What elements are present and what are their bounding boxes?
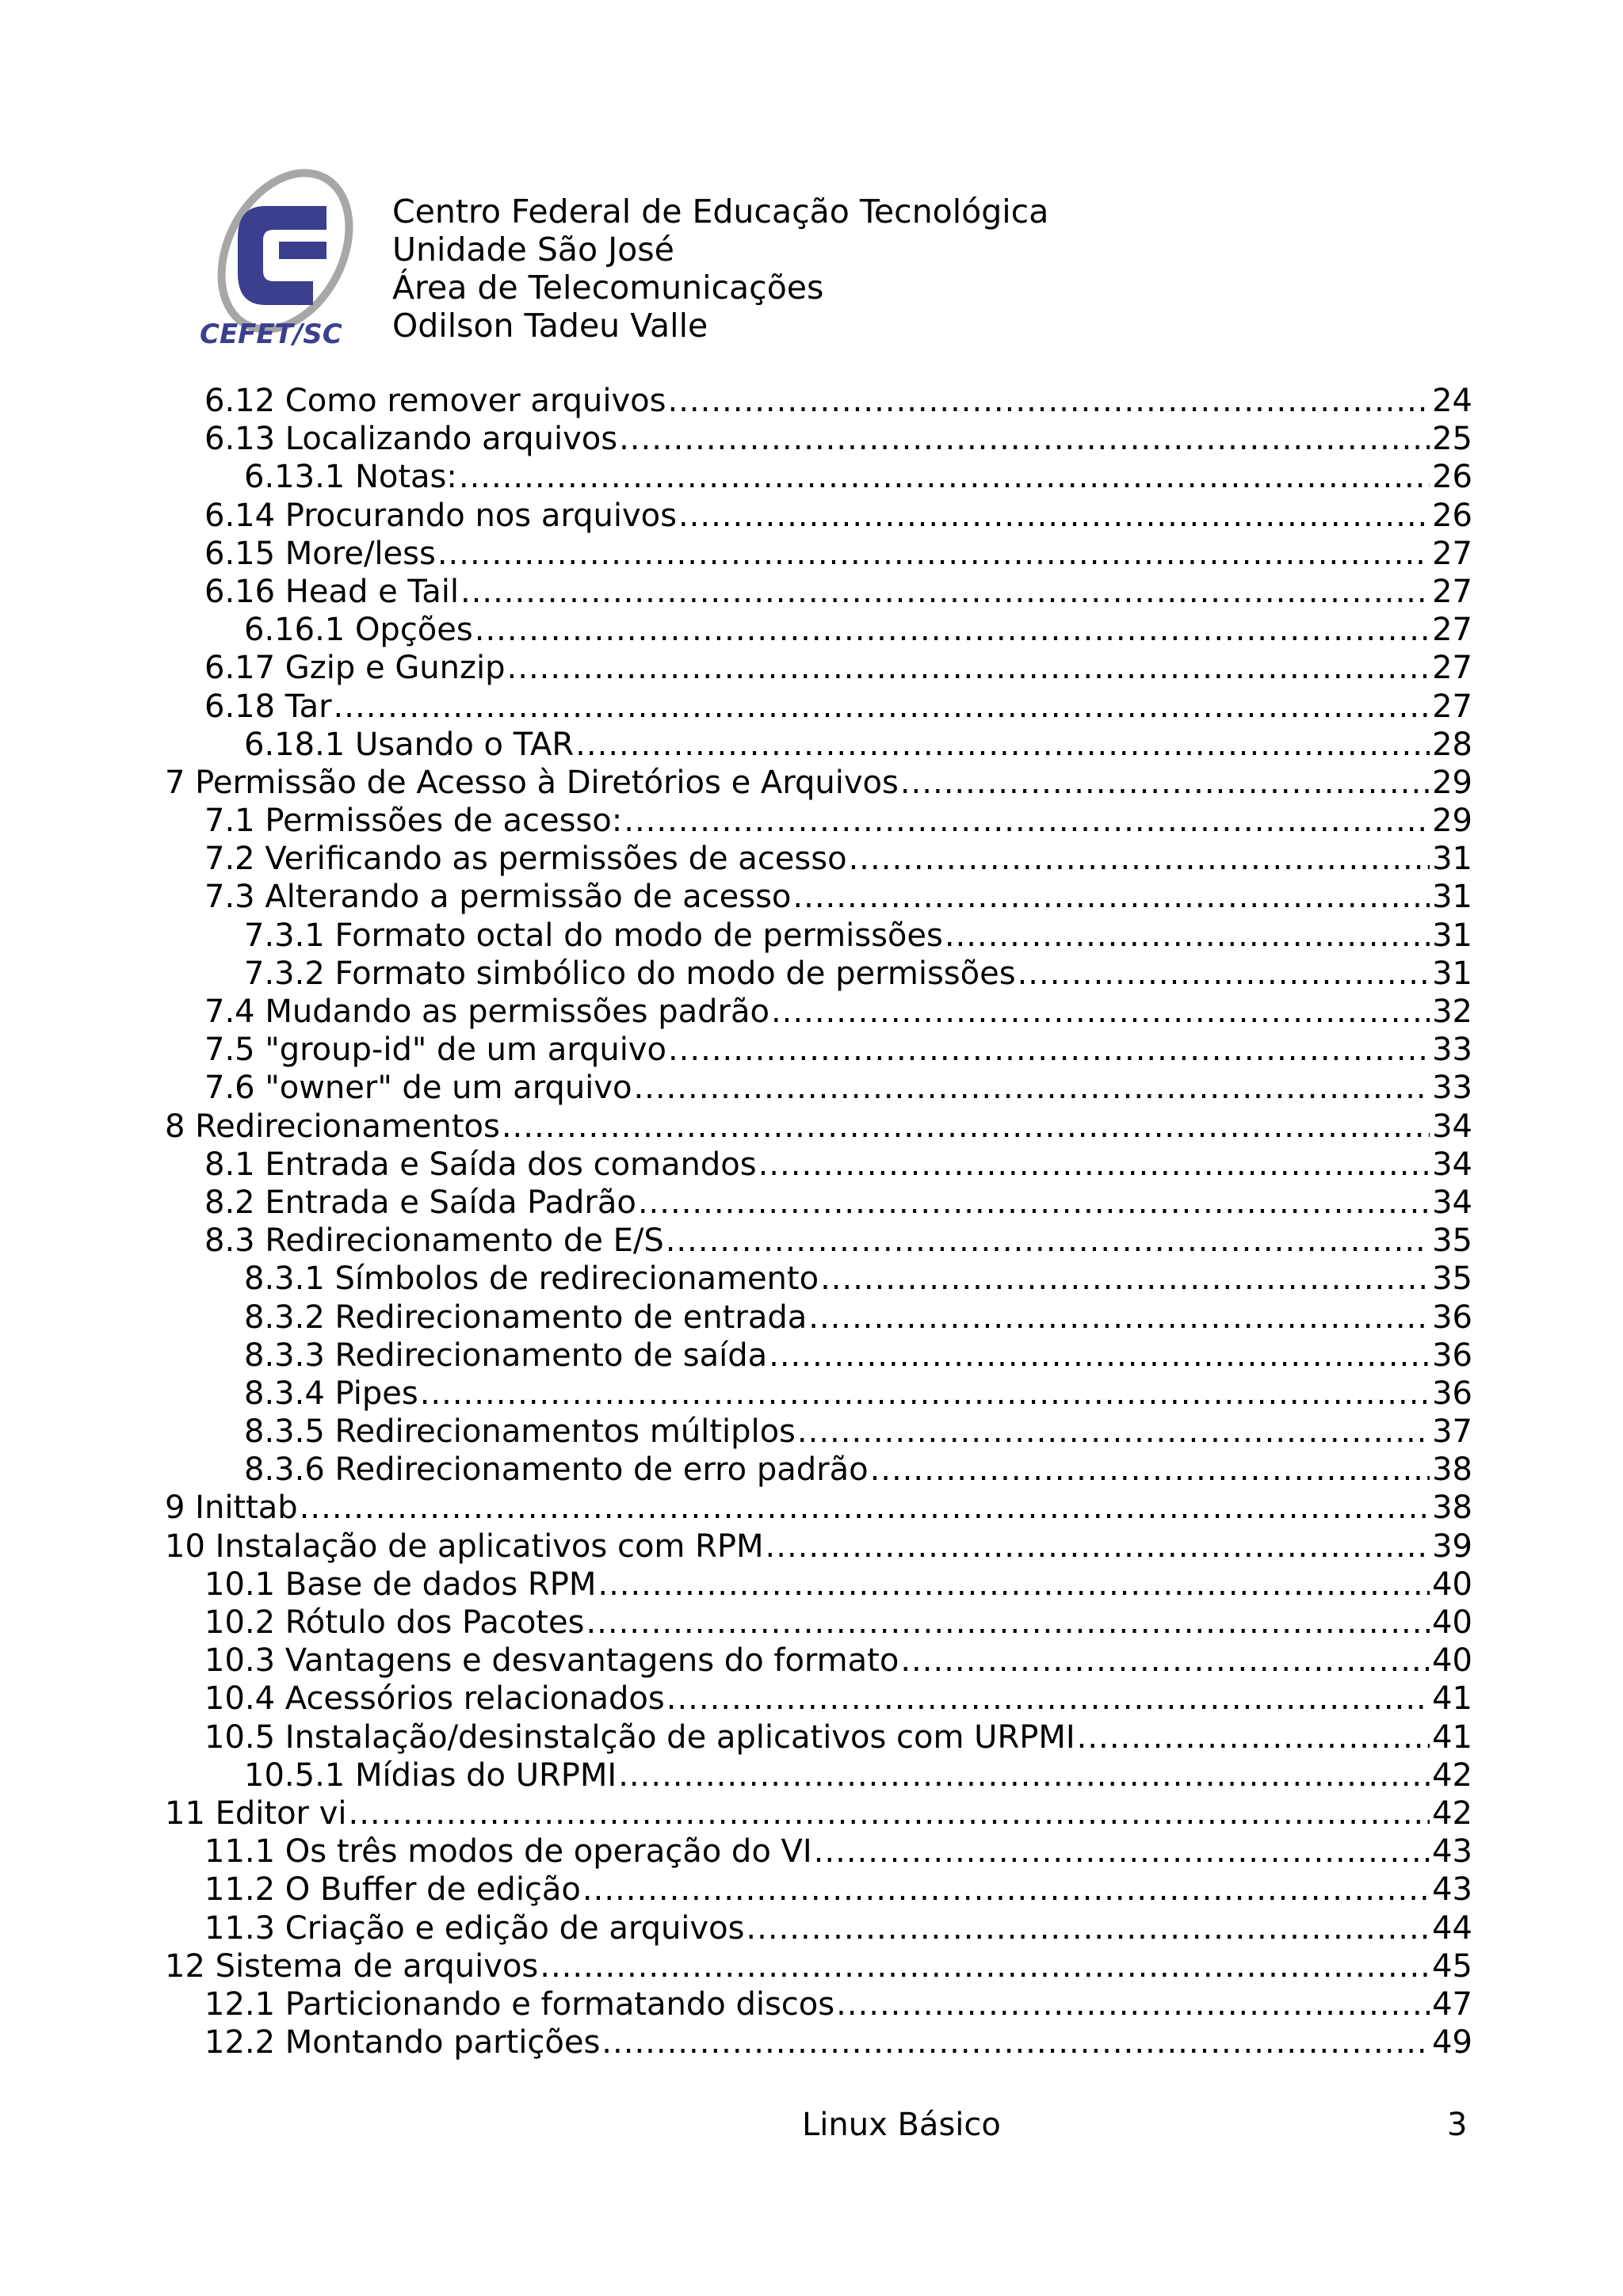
toc-entry-page-number: 40: [1432, 1642, 1472, 1680]
toc-dot-leader: [820, 1260, 1430, 1298]
toc-entry-label: 8.3.1 Símbolos de redirecionamento: [244, 1261, 819, 1298]
toc-entry-page-number: 43: [1432, 1871, 1472, 1909]
toc-entry-label: 6.13.1 Notas:: [244, 459, 457, 496]
toc-entry-page-number: 25: [1432, 421, 1472, 458]
toc-entry-page-number: 33: [1432, 1070, 1472, 1107]
toc-entry-label: 7 Permissão de Acesso à Diretórios e Arquivos: [165, 764, 899, 801]
toc-entry[interactable]: [165, 1222, 1472, 1260]
toc-entry-label: 7.2 Verificando as permissões de acesso: [204, 841, 847, 878]
toc-entry-label: 6.15 More/less: [204, 535, 436, 572]
toc-dot-leader: [668, 1031, 1430, 1069]
toc-entry[interactable]: [165, 382, 1472, 420]
toc-dot-leader: [792, 878, 1430, 916]
toc-entry[interactable]: [165, 1718, 1472, 1756]
toc-entry[interactable]: [165, 1909, 1472, 1947]
header-line-area: Área de Telecomunicações: [392, 269, 824, 307]
toc-entry-page-number: 36: [1432, 1337, 1472, 1374]
toc-entry-label: 10.4 Acessórios relacionados: [204, 1680, 665, 1718]
toc-entry-label: 10.1 Base de dados RPM: [204, 1566, 597, 1603]
toc-entry-page-number: 41: [1432, 1718, 1472, 1756]
toc-entry-label: 10 Instalação de aplicativos com RPM: [165, 1527, 764, 1565]
toc-entry-page-number: 34: [1432, 1108, 1472, 1145]
toc-dot-leader: [836, 1985, 1430, 2023]
toc-entry[interactable]: [165, 1413, 1472, 1451]
toc-entry-page-number: 33: [1432, 1032, 1472, 1069]
toc-entry[interactable]: [165, 535, 1472, 573]
toc-entry[interactable]: [165, 878, 1472, 916]
toc-entry-label: 9 Inittab: [165, 1489, 298, 1527]
toc-entry[interactable]: [165, 993, 1472, 1031]
toc-dot-leader: [870, 1451, 1430, 1489]
toc-entry[interactable]: [165, 2023, 1472, 2061]
toc-entry-page-number: 27: [1432, 650, 1472, 687]
toc-dot-leader: [475, 611, 1430, 649]
toc-entry-page-number: 29: [1432, 803, 1472, 840]
toc-dot-leader: [766, 1527, 1430, 1566]
toc-dot-leader: [797, 1413, 1430, 1451]
toc-entry-label: 8.3.2 Redirecionamento de entrada: [244, 1299, 808, 1336]
toc-entry-label: 12 Sistema de arquivos: [165, 1947, 539, 1985]
table-of-contents: [165, 382, 1472, 2061]
toc-entry-label: 6.18 Tar: [204, 688, 332, 725]
toc-dot-leader: [459, 458, 1430, 496]
toc-dot-leader: [1077, 1718, 1430, 1756]
cefet-sc-logo: [190, 162, 380, 353]
toc-entry-label: 11 Editor vi: [165, 1794, 347, 1832]
toc-entry-label: 6.16.1 Opções: [244, 612, 473, 649]
toc-dot-leader: [758, 1146, 1430, 1184]
toc-entry-page-number: 26: [1432, 497, 1472, 534]
toc-entry-page-number: 40: [1432, 1566, 1472, 1603]
toc-entry[interactable]: [165, 420, 1472, 458]
toc-entry-page-number: 36: [1432, 1375, 1472, 1412]
toc-entry[interactable]: [165, 611, 1472, 649]
toc-entry-label: 6.18.1 Usando o TAR: [244, 726, 575, 763]
footer-title: Linux Básico: [802, 2107, 1001, 2143]
toc-entry[interactable]: [165, 1833, 1472, 1871]
toc-dot-leader: [624, 802, 1430, 840]
toc-dot-leader: [771, 993, 1430, 1031]
toc-dot-leader: [540, 1947, 1430, 1985]
toc-entry-page-number: 31: [1432, 917, 1472, 954]
toc-entry[interactable]: [165, 840, 1472, 878]
toc-entry-label: 8 Redirecionamentos: [165, 1108, 500, 1145]
toc-entry[interactable]: [165, 1985, 1472, 2023]
toc-entry[interactable]: [165, 955, 1472, 993]
toc-entry-page-number: 27: [1432, 612, 1472, 649]
toc-entry-label: 7.1 Permissões de acesso:: [204, 803, 623, 840]
toc-entry[interactable]: [165, 458, 1472, 496]
header-institution-lines: [392, 193, 1048, 345]
toc-entry-page-number: 43: [1432, 1833, 1472, 1871]
toc-dot-leader: [598, 1566, 1430, 1604]
toc-entry-page-number: 32: [1432, 994, 1472, 1030]
toc-dot-leader: [502, 1108, 1430, 1146]
toc-entry[interactable]: [165, 1260, 1472, 1298]
toc-entry[interactable]: [165, 1947, 1472, 1985]
toc-entry-label: 8.3.3 Redirecionamento de saída: [244, 1337, 768, 1374]
toc-dot-leader: [575, 726, 1430, 764]
toc-entry-page-number: 42: [1432, 1794, 1472, 1832]
toc-entry-page-number: 27: [1432, 573, 1472, 610]
toc-entry[interactable]: [165, 1489, 1472, 1527]
toc-entry[interactable]: [165, 726, 1472, 764]
toc-entry-label: 10.3 Vantagens e desvantagens do formato: [204, 1642, 899, 1680]
toc-entry[interactable]: [165, 1794, 1472, 1833]
toc-entry[interactable]: [165, 917, 1472, 955]
toc-entry[interactable]: [165, 802, 1472, 840]
toc-entry-page-number: 31: [1432, 879, 1472, 916]
toc-dot-leader: [808, 1299, 1430, 1337]
toc-entry[interactable]: [165, 649, 1472, 687]
toc-dot-leader: [334, 688, 1430, 726]
logo-e-top: [279, 206, 327, 230]
toc-dot-leader: [619, 420, 1430, 458]
toc-entry[interactable]: [165, 1566, 1472, 1604]
toc-entry-label: 11.3 Criação e edição de arquivos: [204, 1909, 745, 1947]
toc-entry[interactable]: [165, 1375, 1472, 1413]
toc-entry-label: 6.14 Procurando nos arquivos: [204, 497, 677, 534]
toc-entry[interactable]: [165, 1604, 1472, 1642]
toc-entry[interactable]: [165, 1031, 1472, 1069]
toc-entry-page-number: 37: [1432, 1413, 1472, 1451]
toc-entry-label: 8.3.5 Redirecionamentos múltiplos: [244, 1413, 796, 1451]
toc-entry[interactable]: [165, 688, 1472, 726]
toc-entry-label: 11.1 Os três modos de operação do VI: [204, 1833, 812, 1871]
toc-entry-label: 7.3 Alterando a permissão de acesso: [204, 879, 792, 916]
toc-entry-label: 8.1 Entrada e Saída dos comandos: [204, 1146, 757, 1183]
toc-entry-label: 8.3 Redirecionamento de E/S: [204, 1222, 664, 1260]
toc-entry-page-number: 27: [1432, 535, 1472, 572]
toc-entry-label: 12.2 Montando partições: [204, 2024, 601, 2061]
toc-entry-page-number: 35: [1432, 1222, 1472, 1260]
toc-entry-page-number: 49: [1432, 2024, 1472, 2061]
toc-dot-leader: [586, 1604, 1430, 1642]
toc-entry-page-number: 42: [1432, 1756, 1472, 1794]
toc-entry-label: 8.2 Entrada e Saída Padrão: [204, 1184, 636, 1221]
toc-dot-leader: [633, 1069, 1430, 1107]
toc-entry-page-number: 31: [1432, 955, 1472, 992]
toc-entry-page-number: 38: [1432, 1451, 1472, 1489]
toc-entry-label: 7.6 "owner" de um arquivo: [204, 1070, 632, 1107]
toc-entry-label: 7.3.1 Formato octal do modo de permissões: [244, 917, 943, 954]
toc-entry-label: 10.2 Rótulo dos Pacotes: [204, 1604, 585, 1641]
header-line-unit: Unidade São José: [392, 231, 674, 269]
toc-dot-leader: [601, 2023, 1430, 2061]
toc-dot-leader: [666, 1222, 1430, 1260]
toc-entry-label: 12.1 Particionando e formatando discos: [204, 1985, 835, 2023]
toc-dot-leader: [349, 1794, 1430, 1833]
footer-page-number: 3: [1447, 2107, 1468, 2143]
logo-text: CEFET/SC: [200, 318, 342, 350]
toc-dot-leader: [814, 1833, 1430, 1871]
toc-entry[interactable]: [165, 1527, 1472, 1566]
page-header: [190, 162, 1458, 360]
header-line-author: Odilson Tadeu Valle: [392, 307, 708, 345]
toc-dot-leader: [746, 1909, 1430, 1947]
toc-entry[interactable]: [165, 1184, 1472, 1222]
toc-entry-page-number: 31: [1432, 841, 1472, 878]
toc-entry-page-number: 40: [1432, 1604, 1472, 1641]
toc-entry-page-number: 47: [1432, 1985, 1472, 2023]
header-line-institution: Centro Federal de Educação Tecnológica: [392, 193, 1049, 231]
toc-dot-leader: [667, 382, 1430, 420]
toc-dot-leader: [900, 1642, 1430, 1680]
toc-dot-leader: [849, 840, 1430, 878]
toc-dot-leader: [1018, 955, 1430, 993]
toc-entry-page-number: 35: [1432, 1261, 1472, 1298]
toc-entry[interactable]: [165, 1069, 1472, 1107]
toc-dot-leader: [420, 1375, 1430, 1413]
toc-entry-label: 6.17 Gzip e Gunzip: [204, 650, 506, 687]
toc-entry[interactable]: [165, 573, 1472, 611]
toc-entry[interactable]: [165, 1756, 1472, 1794]
toc-dot-leader: [618, 1756, 1430, 1794]
toc-dot-leader: [900, 764, 1430, 802]
toc-entry[interactable]: [165, 1108, 1472, 1146]
toc-entry-page-number: 27: [1432, 688, 1472, 725]
toc-dot-leader: [582, 1871, 1430, 1909]
toc-entry-page-number: 36: [1432, 1299, 1472, 1336]
toc-entry-label: 6.12 Como remover arquivos: [204, 383, 666, 419]
toc-dot-leader: [666, 1680, 1430, 1718]
toc-entry-label: 10.5 Instalação/desinstalção de aplicativos com URPMI: [204, 1718, 1075, 1756]
toc-entry[interactable]: [165, 1337, 1472, 1375]
toc-entry-label: 8.3.4 Pipes: [244, 1375, 418, 1412]
toc-entry[interactable]: [165, 1871, 1472, 1909]
toc-entry-label: 11.2 O Buffer de edição: [204, 1871, 581, 1909]
toc-entry[interactable]: [165, 1146, 1472, 1184]
toc-dot-leader: [437, 535, 1430, 573]
toc-dot-leader: [678, 497, 1430, 535]
toc-entry-page-number: 41: [1432, 1680, 1472, 1718]
toc-dot-leader: [945, 917, 1430, 955]
toc-entry[interactable]: [165, 764, 1472, 802]
toc-entry[interactable]: [165, 497, 1472, 535]
toc-dot-leader: [507, 649, 1430, 687]
toc-entry[interactable]: [165, 1299, 1472, 1337]
toc-dot-leader: [769, 1337, 1430, 1375]
toc-entry-label: 7.5 "group-id" de um arquivo: [204, 1032, 666, 1069]
toc-entry[interactable]: [165, 1451, 1472, 1489]
toc-entry-page-number: 24: [1432, 383, 1472, 419]
toc-entry-page-number: 29: [1432, 764, 1472, 801]
toc-entry-label: 8.3.6 Redirecionamento de erro padrão: [244, 1451, 869, 1489]
toc-entry-label: 6.16 Head e Tail: [204, 573, 459, 610]
toc-dot-leader: [638, 1184, 1430, 1222]
toc-entry-page-number: 45: [1432, 1947, 1472, 1985]
toc-entry-page-number: 34: [1432, 1146, 1472, 1183]
toc-entry[interactable]: [165, 1642, 1472, 1680]
logo-e-bar: [279, 242, 327, 259]
toc-entry-label: 7.4 Mudando as permissões padrão: [204, 994, 769, 1030]
toc-dot-leader: [460, 573, 1430, 611]
toc-entry-page-number: 44: [1432, 1909, 1472, 1947]
toc-entry-page-number: 26: [1432, 459, 1472, 496]
toc-entry-label: 7.3.2 Formato simbólico do modo de permissões: [244, 955, 1016, 992]
toc-dot-leader: [300, 1489, 1430, 1527]
toc-entry-page-number: 34: [1432, 1184, 1472, 1221]
toc-entry-page-number: 38: [1432, 1489, 1472, 1527]
toc-entry-page-number: 39: [1432, 1527, 1472, 1565]
toc-entry-label: 6.13 Localizando arquivos: [204, 421, 618, 458]
toc-entry-page-number: 28: [1432, 726, 1472, 763]
toc-entry[interactable]: [165, 1680, 1472, 1718]
toc-entry-label: 10.5.1 Mídias do URPMI: [244, 1756, 617, 1794]
